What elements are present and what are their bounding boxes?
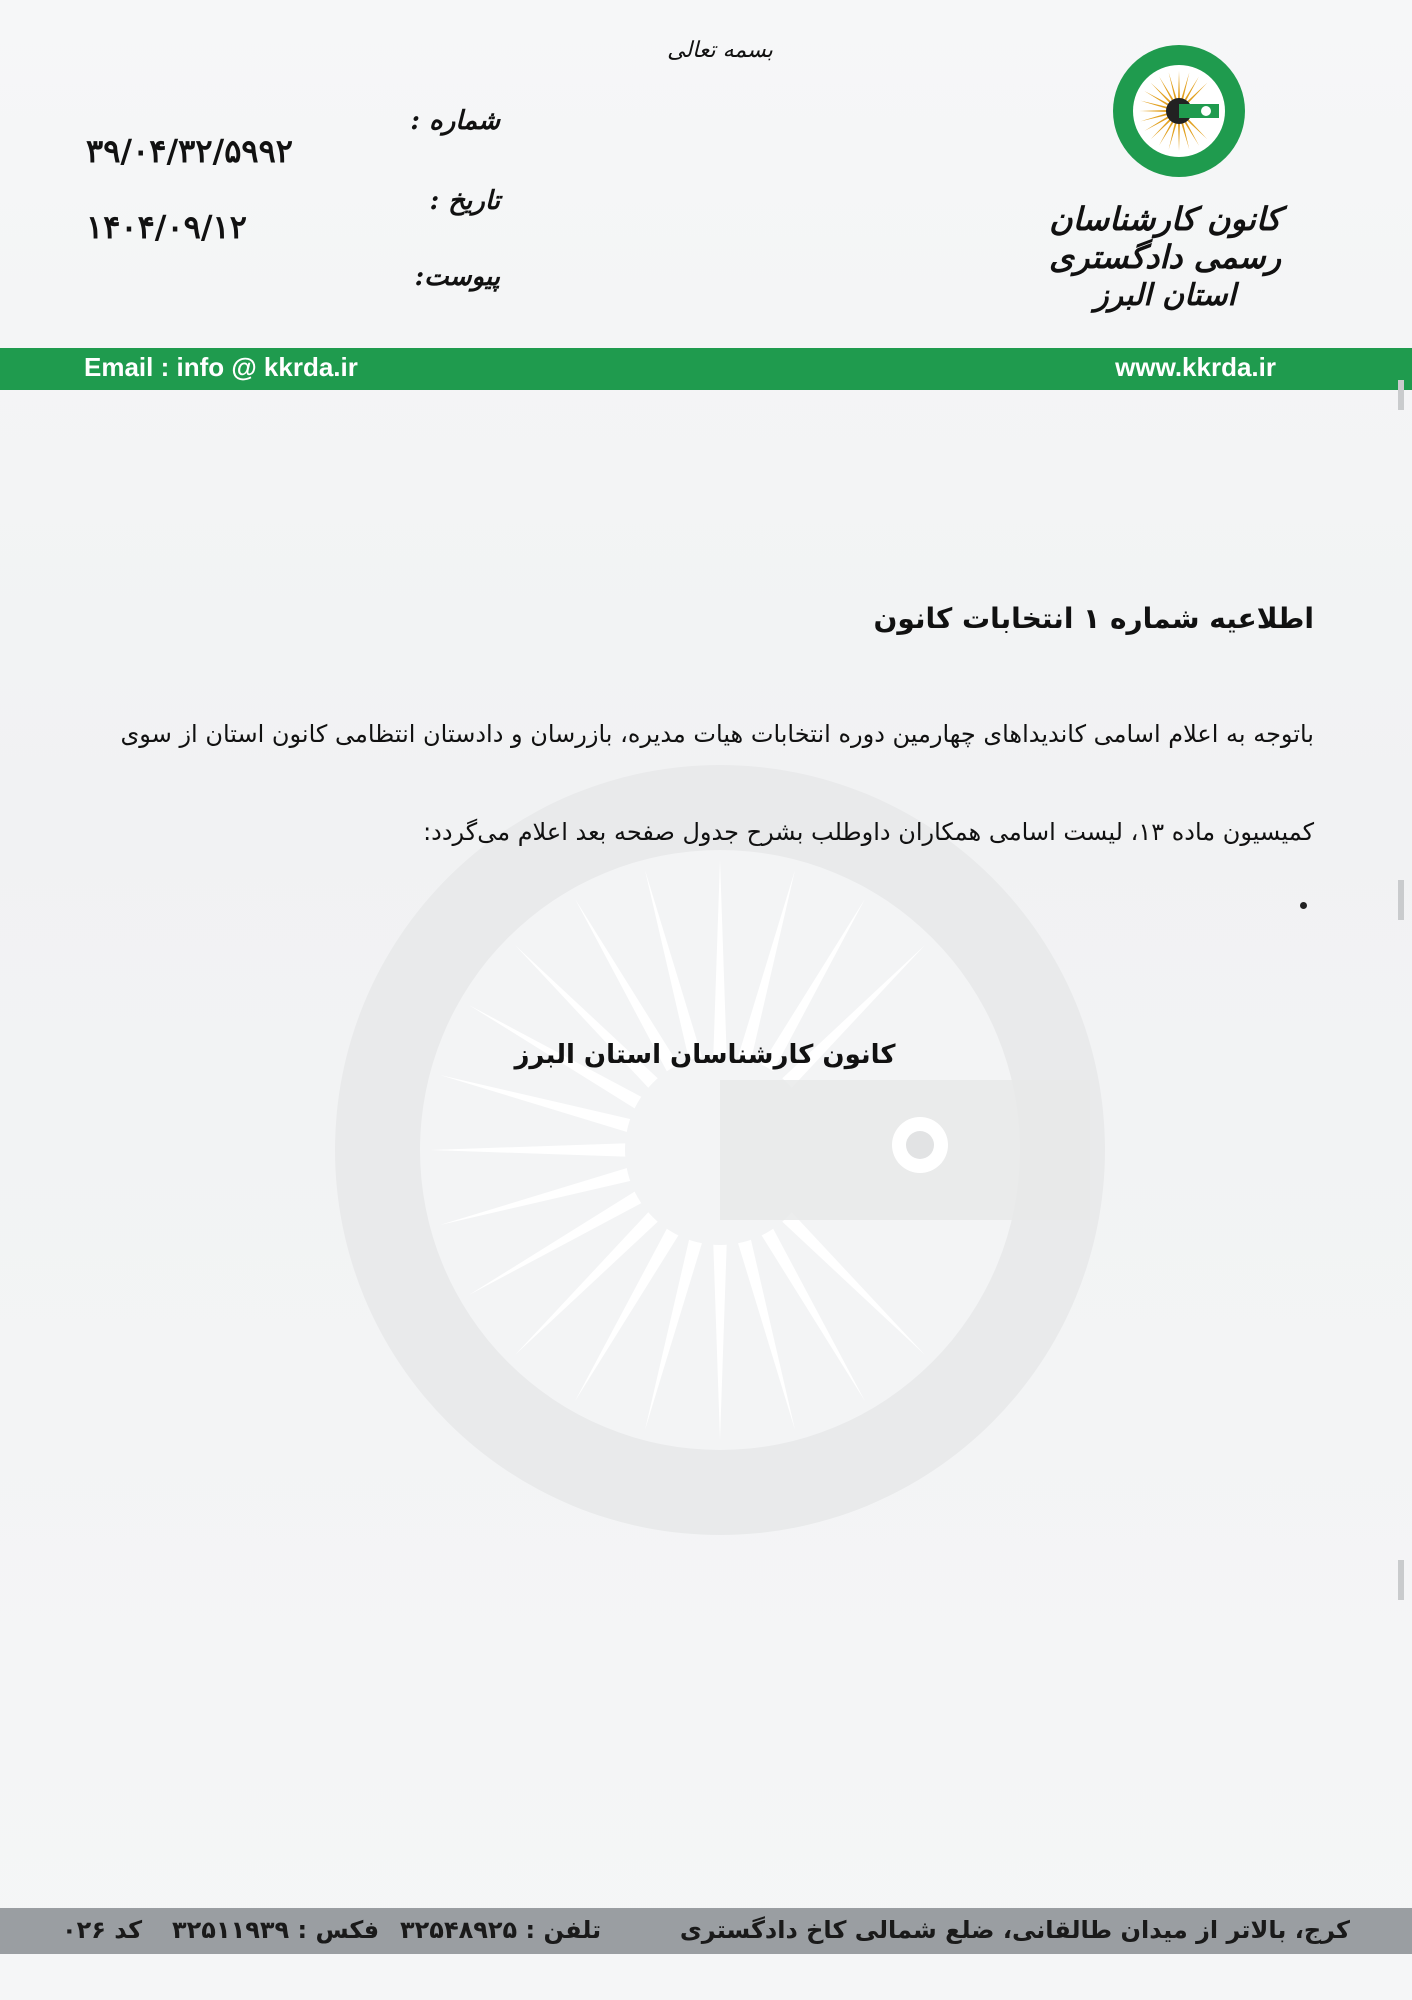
letter-date: ۱۴۰۴/۰۹/۱۲ xyxy=(86,208,247,246)
number-label: شماره : xyxy=(410,106,500,136)
date-label: تاریخ : xyxy=(429,186,500,216)
footer-address: کرج، بالاتر از میدان طالقانی، ضلع شمالی کاخ دادگستری xyxy=(679,1916,1350,1944)
org-province: استان البرز xyxy=(1094,278,1236,313)
scan-edge-mark xyxy=(1398,1560,1404,1600)
body-line-1: باتوجه به اعلام اسامی کاندیداهای چهارمین دوره انتخابات هیات مدیره، بازرسان و دادستان انتظامی کانون استان از سوی xyxy=(120,720,1314,748)
body-line-2: کمیسیون ماده ۱۳، لیست اسامی همکاران داوطلب بشرح جدول صفحه بعد اعلام می‌گردد: xyxy=(423,818,1314,846)
kanoon-sun-logo-icon xyxy=(1110,42,1248,180)
letter-number: ۳۹/۰۴/۳۲/۵۹۹۲ xyxy=(86,132,293,170)
footer-band xyxy=(0,1908,1412,1954)
scan-edge-mark xyxy=(1398,380,1404,410)
footer-area-code: کد ۰۲۶ xyxy=(62,1916,143,1944)
attachment-label: پیوست: xyxy=(414,262,500,292)
signature-text: کانون کارشناسان استان البرز xyxy=(514,1040,896,1070)
scan-edge-mark xyxy=(1398,880,1404,920)
website-text: www.kkrda.ir xyxy=(1115,352,1276,382)
bullet-dot xyxy=(1300,902,1307,909)
contact-band xyxy=(0,348,1412,390)
email-text: Email : info @ kkrda.ir xyxy=(84,352,358,382)
watermark-logo-icon xyxy=(330,760,1110,1540)
notice-title: اطلاعیه شماره ۱ انتخابات کانون xyxy=(873,602,1314,635)
footer-fax: فکس : ۳۲۵۱۱۹۳۹ xyxy=(172,1916,380,1944)
basmala: بسمه تعالی xyxy=(667,38,773,63)
org-name: کانون کارشناسان رسمی دادگستری xyxy=(1048,200,1282,276)
footer-phone: تلفن : ۳۲۵۴۸۹۲۵ xyxy=(400,1916,602,1944)
